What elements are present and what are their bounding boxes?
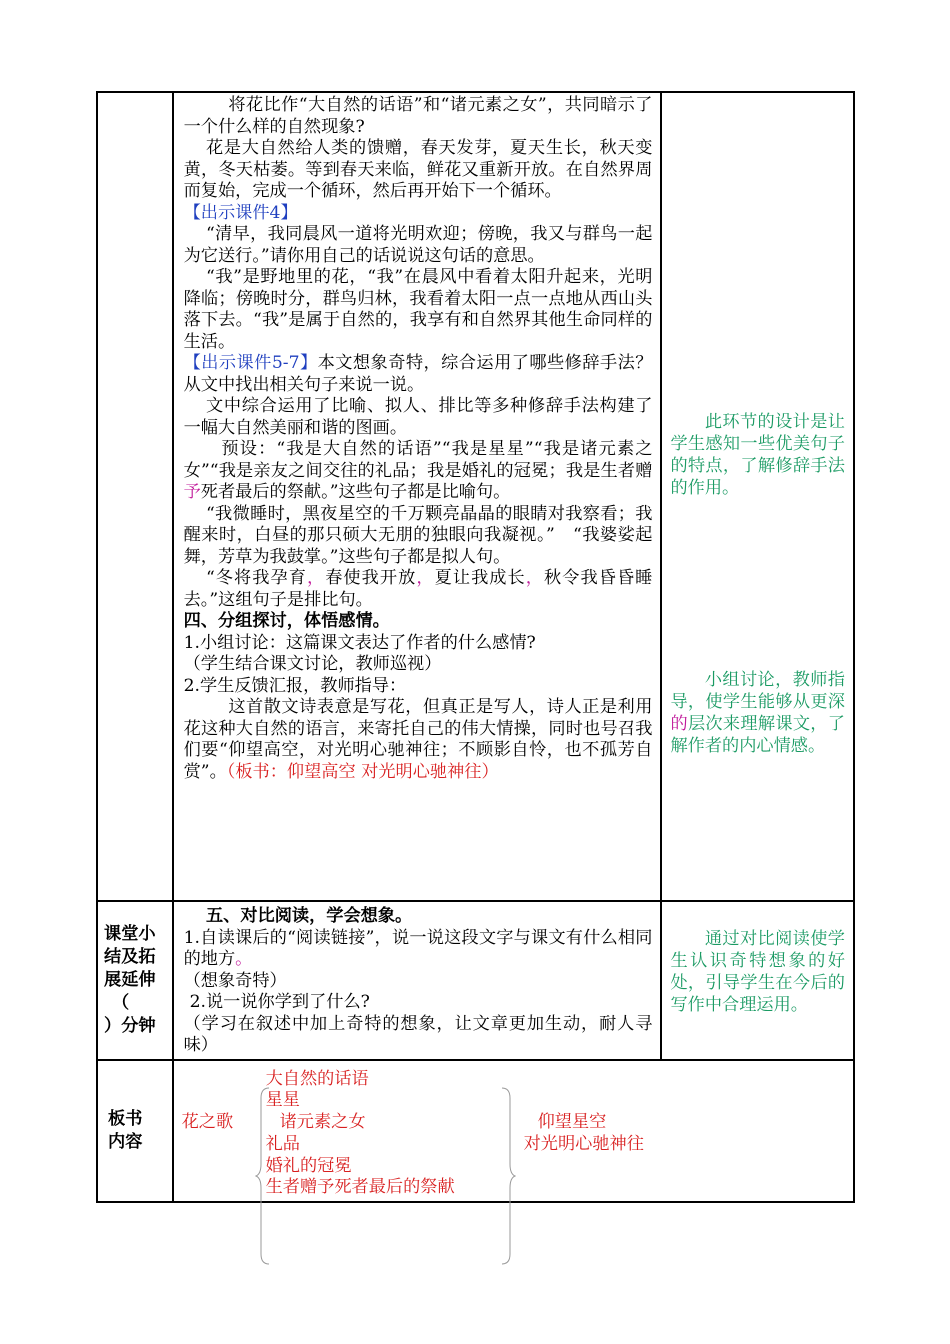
preset-paragraph [184, 439, 653, 504]
parallel-part: 春使我开放 [325, 568, 417, 588]
design-note-1: 此环节的设计是让学生感知一些优美句子的特点，了解修辞手法的作用。 [670, 412, 845, 498]
courseware-paragraph [184, 353, 653, 396]
step-1: 1.小组讨论：这篇课文表达了作者的什么感情? [183, 632, 536, 653]
summary-step-1 [184, 928, 653, 971]
preset-text-end: 死者最后的祭献。”这些句子都是比喻句。 [200, 482, 511, 502]
step-1-note: （学生结合课文讨论，教师巡视） [183, 654, 442, 674]
parallel-comma: ， [416, 568, 435, 588]
parallel-part: “冬将我孕育 [205, 568, 307, 588]
summary-step-2-answer: （学习在叙述中加上奇特的想象，让文章更加生动，耐人寻味） [183, 1013, 653, 1055]
table-row-board [97, 1060, 854, 1202]
summary-label-cell [97, 901, 173, 1060]
parallel-comma: ， [525, 568, 545, 588]
answer-paragraph: 花是大自然给人类的馈赠，春天发芽，夏天生长，秋天变黄，冬天枯萎。等到春天来临，鲜花又重新开放。在自然界周而复始，完成一个循环，然后再开始下一个循环。 [183, 138, 653, 201]
board-item: 生者赠予死者最后的祭献 [265, 1176, 455, 1197]
summary-step-2: 2.说一说你学到了什么? [189, 992, 370, 1012]
parallel-part: 秋令我昏昏睡去。”这组句子是排比句。 [183, 568, 653, 610]
highlight-char: 予 [183, 482, 201, 502]
summary-content-cell [173, 901, 662, 1060]
design-note-char: 的 [670, 714, 688, 734]
main-content-cell [173, 92, 662, 901]
board-label-cell [97, 1060, 173, 1202]
courseware-note [184, 203, 653, 225]
parallel-part: 夏让我成长 [434, 568, 526, 588]
courseware-question: 本文想象奇特，综合运用了哪些修辞手法？从文中找出相关句子来说一说。 [183, 353, 653, 395]
summary-label-line: （ [112, 992, 130, 1013]
parallelism-paragraph [184, 568, 653, 611]
rhetoric-paragraph: 文中综合运用了比喻、拟人、排比等多种修辞手法构建了一幅大自然美丽和谐的图画。 [183, 396, 653, 438]
design-note-text: 层次来理解课文， [687, 714, 828, 734]
summary-step-punct: 。 [235, 949, 253, 969]
main-design-note-cell [661, 92, 854, 901]
design-note-3: 通过对比阅读使学生认识奇特想象的好处，引导学生在今后的写作中合理运用。 [670, 929, 845, 1015]
summary-label-line: 结及拓 [104, 946, 156, 967]
conclusion-text: 这首散文诗表意是写花，但真正是写人，诗人正是利用花这种大自然的语言，来寄托自己的伟大情操，同时也号召我们要“仰望高空，对光明心驰神往；不顾影自怜，也不孤芳自赏”。 [183, 697, 653, 782]
board-label-line: 板书 [108, 1108, 143, 1129]
main-label-cell [97, 92, 173, 901]
table-row-summary [97, 901, 854, 1060]
question-paragraph: 将花比作“大自然的话语”和“诸元素之女”，共同暗示了一个什么样的自然现象? [183, 95, 653, 137]
summary-step-text: 1.自读课后的“阅读链接”，说一说这段文字与课文有什么相同的地方 [183, 927, 653, 969]
conclusion-paragraph [184, 697, 653, 783]
summary-label-line: ）分钟 [104, 1015, 156, 1036]
board-item: 诸元素之女 [279, 1111, 366, 1132]
parallel-comma: ， [306, 568, 326, 588]
summary-label-line: 课堂小 [104, 923, 156, 944]
board-item: 星星 [265, 1089, 300, 1110]
step-2: 2.学生反馈汇报，教师指导： [183, 675, 407, 696]
courseware-label: 【出示课件5-7】 [183, 353, 318, 373]
left-brace-icon [255, 1086, 271, 1266]
preset-text: 预设：“我是大自然的话语”“我是星星”“我是诸元素之女”“我是亲友之间交往的礼品；我是婚礼的冠冕；我是生者赠 [183, 439, 653, 481]
board-right: 对光明心驰神往 [523, 1133, 644, 1154]
board-item: 礼品 [265, 1133, 300, 1154]
board-note: （板书：仰望高空 对光明心驰神往） [226, 761, 499, 782]
personification-paragraph: “我微睡时，黑夜星空的千万颗亮晶晶的眼睛对我察看；我醒来时，白昼的那只硕大无朋的独眼向我凝视。” “我婆娑起舞，芳草为我鼓掌。”这些句子都是拟人句。 [183, 503, 653, 567]
board-label-line: 内容 [108, 1131, 143, 1152]
lesson-plan-table [96, 91, 855, 1203]
design-note-text: 小组讨论，教师指导，使学生能够从更深 [670, 670, 845, 712]
board-right: 仰望星空 [537, 1111, 607, 1132]
board-item: 大自然的话语 [265, 1068, 369, 1089]
table-row-main [97, 92, 854, 901]
right-brace-icon [500, 1086, 516, 1266]
summary-label-line: 展延伸 [104, 969, 156, 990]
quote-paragraph: “清早，我同晨风一道将光明欢迎；傍晚，我又与群鸟一起为它送行。”请你用自己的话说说这句话的意思。 [183, 224, 653, 266]
summary-design-note-cell [661, 901, 854, 1060]
summary-step-1-answer: （想象奇特） [183, 970, 287, 991]
explain-paragraph: “我”是野地里的花，“我”在晨风中看着太阳升起来，光明降临；傍晚时分，群鸟归林，我看着太阳一点一点地从西山头落下去。“我”是属于自然的，我享有和自然界其他生命同样的生活。 [183, 267, 653, 352]
section-heading: 五、对比阅读，学会想象。 [205, 906, 413, 926]
courseware-label: 【出示课件4】 [183, 202, 298, 223]
board-item: 婚礼的冠冕 [265, 1155, 352, 1176]
design-note-2 [670, 669, 845, 757]
section-heading: 四、分组探讨，体悟感情。 [183, 611, 390, 631]
board-title: 花之歌 [181, 1111, 234, 1132]
design-note-text: 了解作者的内心情感。 [670, 714, 845, 756]
